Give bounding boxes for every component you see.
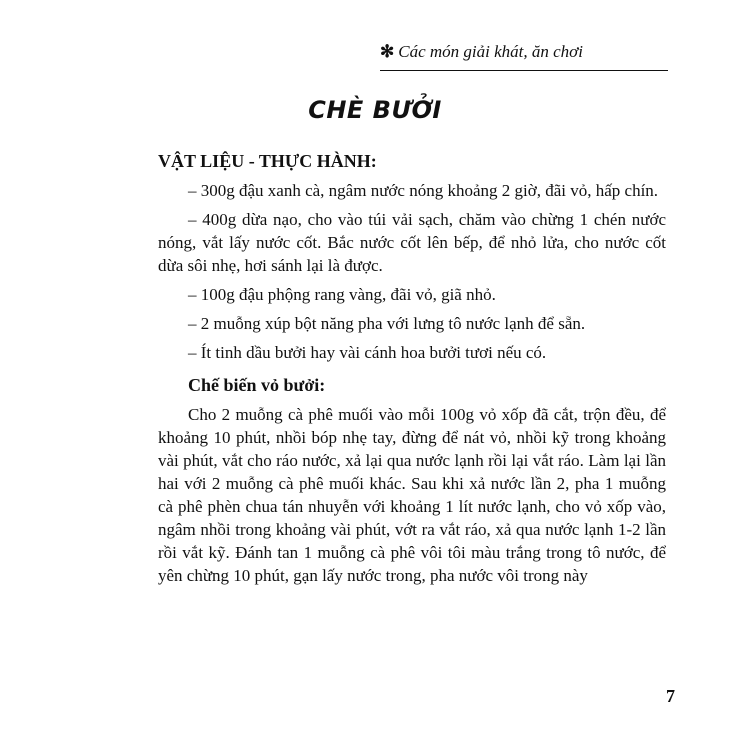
page-title: CHÈ BƯỞI xyxy=(308,96,442,124)
ingredient-item: – 100g đậu phộng rang vàng, đãi vỏ, giã nhỏ. xyxy=(188,285,496,304)
body-text xyxy=(158,150,666,587)
preparation-text: Cho 2 muỗng cà phê muối vào mỗi 100g vỏ xốp đã cắt, trộn đều, để khoảng 10 phút, nhồi bóp nhẹ tay, đừng để nát vỏ, nhồi kỹ trong khoảng vài phút, vắt cho ráo nước, xả lại qua nước lạnh rồi lại vắt ráo. Làm lại lần hai với 2 muỗng cà phê muối khác. Sau khi xả nước lần 2, pha 1 muỗng cà phê phèn chua tán nhuyễn với khoảng 1 lít nước lạnh, cho vỏ xốp vào, ngâm nhồi trong khoảng vài phút, vớt ra vắt ráo, xả qua nước lạnh 1-2 lần rồi vắt kỹ. Đánh tan 1 muỗng cà phê vôi tôi màu trắng trong tô nước, để yên chừng 10 phút, gạn lấy nước trong, pha nước vôi trong này xyxy=(158,405,666,585)
running-header xyxy=(380,42,670,62)
preparation-heading: Chế biến vỏ bưởi: xyxy=(188,375,326,395)
star-icon: ✻ xyxy=(380,42,395,61)
ingredient-item: – Ít tinh dầu bưởi hay vài cánh hoa bưởi tươi nếu có. xyxy=(188,343,547,362)
ingredients-heading: VẬT LIỆU - THỰC HÀNH: xyxy=(158,151,377,171)
section-title: Các món giải khát, ăn chơi xyxy=(398,42,583,61)
page-number: 7 xyxy=(666,686,675,706)
ingredient-item: – 300g đậu xanh cà, ngâm nước nóng khoảng 2 giờ, đãi vỏ, hấp chín. xyxy=(188,181,659,200)
ingredient-item: – 400g dừa nạo, cho vào túi vải sạch, chăm vào chừng 1 chén nước nóng, vắt lấy nước cốt. Bắc nước cốt lên bếp, để nhỏ lửa, cho nước cốt dừa sôi nhẹ, hơi sánh lại là được. xyxy=(158,210,666,275)
ingredient-item: – 2 muỗng xúp bột năng pha với lưng tô nước lạnh để sẵn. xyxy=(188,314,586,333)
header-rule xyxy=(380,70,668,71)
